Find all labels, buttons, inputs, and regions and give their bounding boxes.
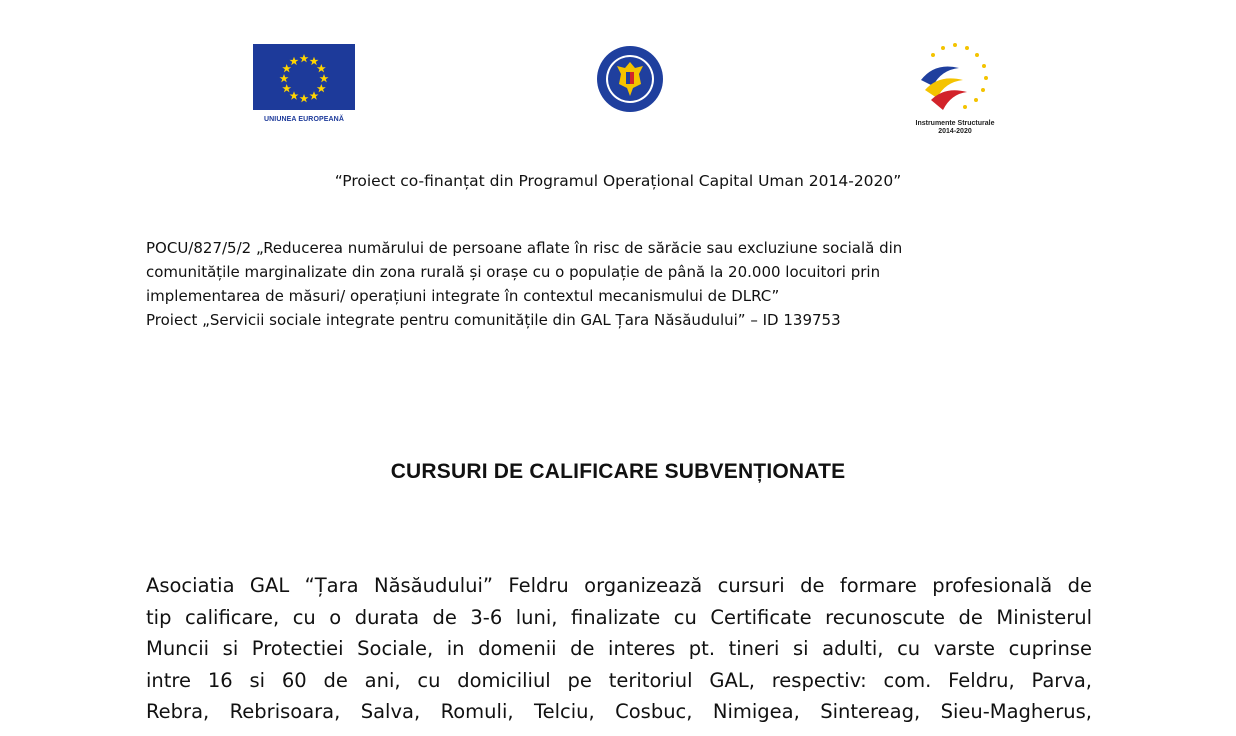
body-line: Asociatia GAL “Țara Năsăudului” Feldru organizează cursuri de formare profesională de xyxy=(146,574,1092,597)
document-title: CURSURI DE CALIFICARE SUBVENȚIONATE xyxy=(390,460,846,483)
is-caption-line2: 2014-2020 xyxy=(938,128,972,135)
eu-caption: UNIUNEA EUROPEANĂ xyxy=(263,116,344,123)
project-info-line: Proiect „Servicii sociale integrate pentru comunitățile din GAL Țara Năsăudului” – ID 139753 xyxy=(146,311,841,329)
body-line: tip calificare, cu o durata de 3-6 luni, finalizate cu Certificate recunoscute de Ministerul xyxy=(146,605,1092,629)
eu-stars-icon xyxy=(253,44,355,110)
body-line: Muncii si Protectiei Sociale, in domenii de interes pt. tineri si adulti, cu varste cuprinse xyxy=(146,637,1092,660)
instrumente-structurale-logo xyxy=(915,40,995,118)
eu-flag-logo xyxy=(253,44,355,110)
body-line: intre 16 si 60 de ani, cu domiciliul pe teritoriul GAL, respectiv: com. Feldru, Parva, xyxy=(146,668,1092,692)
logo-bar xyxy=(0,0,1236,150)
structural-instruments-icon xyxy=(915,40,995,118)
project-info-line: implementarea de măsuri/ operațiuni integrate în contextul mecanismului de DLRC” xyxy=(146,287,780,305)
government-seal-logo xyxy=(595,44,665,114)
project-info-line: POCU/827/5/2 „Reducerea numărului de persoane aflate în risc de sărăcie sau excluziune socială din xyxy=(146,239,903,257)
cofinancing-statement: “Proiect co-finanțat din Programul Operațional Capital Uman 2014-2020” xyxy=(334,172,902,190)
romania-coat-of-arms-icon xyxy=(595,44,665,114)
instrumente-structurale-caption xyxy=(885,120,1025,136)
body-line: Rebra, Rebrisoara, Salva, Romuli, Telciu, Cosbuc, Nimigea, Sintereag, Sieu-Magherus, xyxy=(146,700,1092,723)
project-info-block xyxy=(146,236,1106,332)
project-info-line: comunitățile marginalizate din zona rurală și orașe cu o populație de până la 20.000 locuitori prin xyxy=(146,263,881,281)
is-caption-line1: Instrumente Structurale xyxy=(915,120,995,127)
body-paragraph xyxy=(146,570,1092,728)
